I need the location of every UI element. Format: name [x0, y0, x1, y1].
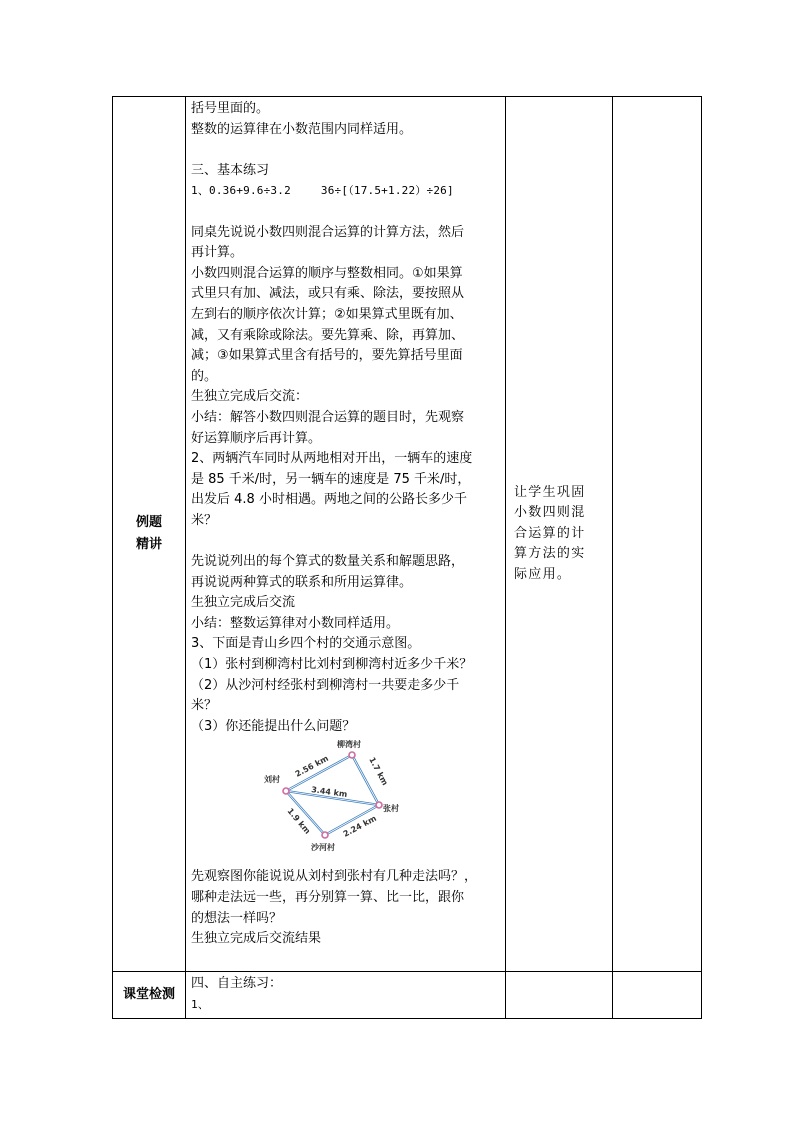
text-line: 米？ — [191, 512, 218, 528]
text-line: 好运算顺序后再计算。 — [191, 430, 322, 446]
text-line: 小数四则混合运算的顺序与整数相同。①如果算 — [191, 265, 463, 281]
text-line: （3）你还能提出什么问题？ — [191, 718, 356, 734]
purpose-line: 小数四则混 — [514, 505, 586, 521]
label-shahe: 沙河村 — [311, 843, 335, 853]
notes-cell — [613, 97, 702, 972]
self-practice-heading: 四、自主练习： — [191, 976, 283, 991]
route-diagram — [263, 737, 403, 861]
classroom-check-row — [113, 972, 702, 1019]
purpose-line: 让学生巩固 — [514, 484, 586, 500]
dist-bottom: 2.24 km — [341, 814, 378, 840]
text-line: （1）张村到柳湾村比刘村到柳湾村近多少千米？ — [191, 657, 473, 673]
node-liuwan — [349, 752, 355, 758]
expression-line — [191, 181, 501, 202]
text-line: 括号里面的。 — [191, 101, 270, 116]
practice-item-1: 1、 — [191, 997, 210, 1011]
text-line: 式里只有加、减法，或只有乘、除法，要按照从 — [191, 286, 465, 302]
dist-top: 2.56 km — [293, 754, 330, 780]
example-section-label — [113, 97, 186, 972]
text-line: 生独立完成后交流结果 — [191, 931, 322, 947]
text-line: 左到右的顺序依次计算；②如果算式里既有加、 — [191, 306, 463, 322]
text-line: 先说说列出的每个算式的数量关系和解题思路， — [191, 554, 465, 570]
example-section-row — [113, 97, 702, 972]
text-line: 小结：整数运算律对小数同样适用。 — [191, 615, 400, 631]
design-purpose-cell — [506, 97, 613, 972]
check-purpose-cell — [506, 972, 613, 1019]
text-line: 的想法一样吗？ — [191, 910, 283, 926]
text-line: 2、两辆汽车同时从两地相对开出，一辆车的速度 — [191, 451, 473, 467]
expression-1: 1、0.36+9.6÷3.2 — [191, 184, 291, 198]
purpose-line: 合运算的计 — [514, 525, 586, 541]
label-liu: 刘村 — [264, 775, 280, 785]
text-line: 3、下面是青山乡四个村的交通示意图。 — [191, 636, 421, 652]
text-line: 哪种走法远一些，再分别算一算、比一比，跟你 — [191, 890, 465, 905]
text-line: 出发后 4.8 小时相遇。两地之间的公路长多少千 — [191, 492, 467, 508]
text-line: 再计算。 — [191, 245, 244, 261]
text-line: 再说说两种算式的联系和所用运算律。 — [191, 574, 413, 590]
dist-right: 1.7 km — [367, 756, 390, 788]
node-shahe — [322, 832, 328, 838]
label-top: 例题 — [135, 515, 162, 530]
label-bottom: 精讲 — [135, 537, 162, 552]
purpose-line: 算方法的实 — [514, 546, 586, 562]
example-content-cell — [186, 97, 506, 972]
classroom-check-label: 课堂检测 — [113, 972, 186, 1019]
dist-left: 1.9 km — [285, 806, 313, 837]
text-line: 同桌先说说小数四则混合运算的计算方法，然后 — [191, 224, 465, 240]
text-line: 的。 — [191, 368, 218, 384]
check-notes-cell — [613, 972, 702, 1019]
text-line: 是 85 千米/时，另一辆车的速度是 75 千米/时， — [191, 471, 471, 487]
dist-middle: 3.44 km — [310, 785, 348, 800]
label-liuwan: 柳湾村 — [337, 740, 361, 750]
node-zhang — [376, 802, 382, 808]
purpose-line: 际应用。 — [514, 566, 572, 582]
text-line: （2）从沙河村经张村到柳湾村一共要走多少千 — [191, 677, 460, 693]
text-line: 减；③如果算式里含有括号的，要先算括号里面 — [191, 348, 463, 364]
text-line: 生独立完成后交流： — [191, 389, 309, 405]
text-line: 小结：解答小数四则混合运算的题目时，先观察 — [191, 409, 465, 425]
text-line: 先观察图你能说说从刘村到张村有几种走法吗？， — [191, 869, 478, 885]
text-line: 米？ — [191, 698, 218, 714]
text-line: 整数的运算律在小数范围内同样适用。 — [191, 121, 413, 137]
lesson-plan-table — [112, 96, 702, 1019]
text-line: 减，又有乘除或除法。要先算乘、除，再算加、 — [191, 327, 465, 343]
node-liu — [283, 788, 289, 794]
practice-heading: 三、基本练习 — [191, 162, 270, 178]
text-line: 生独立完成后交流 — [191, 595, 296, 611]
village-route-map — [191, 737, 501, 867]
expression-2: 36÷[（17.5+1.22）÷26] — [320, 184, 454, 198]
label-zhang: 张村 — [383, 804, 399, 814]
check-content-cell — [186, 972, 506, 1019]
